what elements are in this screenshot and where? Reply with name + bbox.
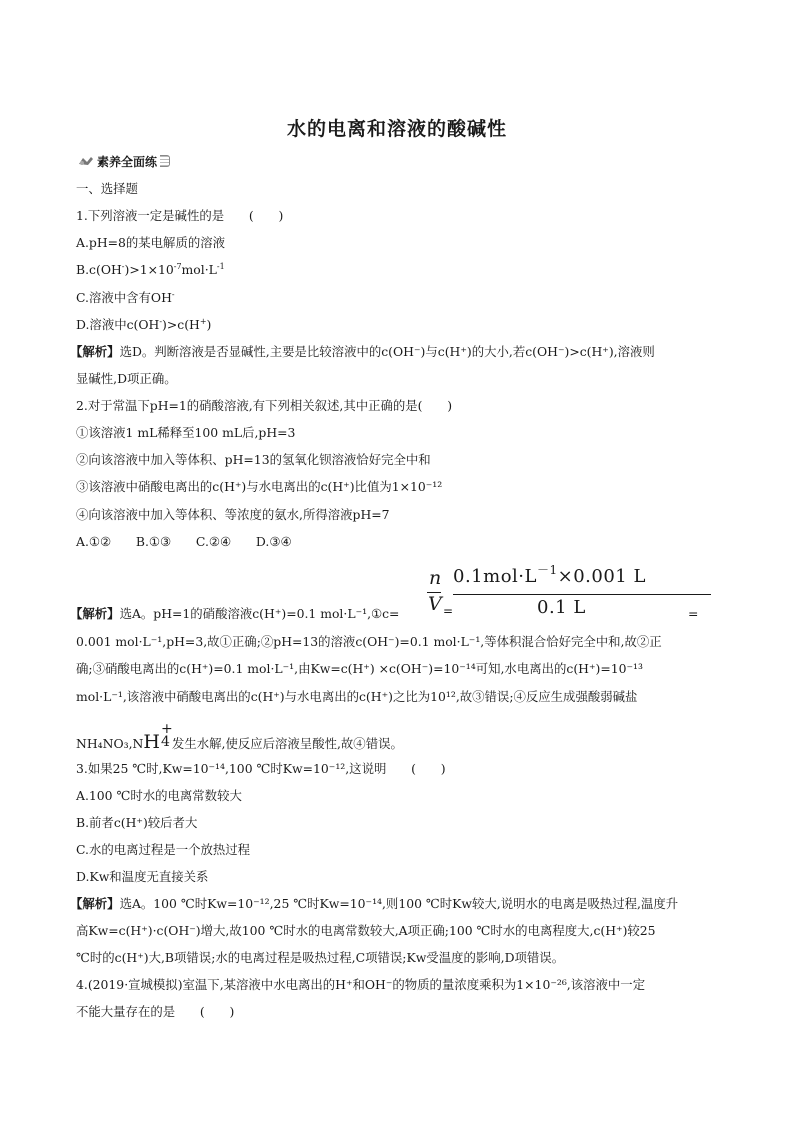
q3-analysis-line-1: 【解析】选A。100 ℃时Kw=10⁻¹²,25 ℃时Kw=10⁻¹⁴,则100 ℃时Kw较大,说明水的电离是吸热过程,温度升 xyxy=(70,896,679,911)
q2-analysis-line-2: 0.001 mol·L⁻¹,pH=3,故①正确;②pH=13的溶液c(OH⁻)=0.1 mol·L⁻¹,等体积混合恰好完全中和,故②正 xyxy=(76,634,662,649)
formula-equals: = xyxy=(443,604,454,618)
concentration-formula xyxy=(425,562,715,622)
q4-stem-line-1: 4.(2019·宣城模拟)室温下,某溶液中水电离出的H⁺和OH⁻的物质的量浓度乘积为1×10⁻²⁶,该溶液中一定 xyxy=(76,977,646,992)
q2-options: A.①② B.①③ C.②④ D.③④ xyxy=(76,534,292,549)
q2-stem: 2.对于常温下pH=1的硝酸溶液,有下列相关叙述,其中正确的是( ) xyxy=(76,398,453,413)
q2-analysis-line-1-end: = xyxy=(688,606,699,621)
q3-analysis-line-2: 高Kw=c(H⁺)·c(OH⁻)增大,故100 ℃时水的电离常数较大,A项正确;100 ℃时水的电离程度大,c(H⁺)较25 xyxy=(76,923,656,938)
ammonium-charge: + 4 xyxy=(160,721,173,750)
section-heading: 一、选择题 xyxy=(76,181,138,196)
q2-statement-3: ③该溶液中硝酸电离出的c(H⁺)与水电离出的c(H⁺)比值为1×10⁻¹² xyxy=(76,479,443,494)
q1-analysis-line-2: 显碱性,D项正确。 xyxy=(76,371,177,386)
q1-option-a: A.pH=8的某电解质的溶液 xyxy=(76,235,226,250)
q3-analysis-line-3: ℃时的c(H⁺)大,B项错误;水的电离过程是吸热过程,C项错误;Kw受温度的影响,D项错误。 xyxy=(76,950,565,965)
formula-v: V xyxy=(428,593,442,615)
formula-numerator: $0.1mol\cdot L^{-1}\times 0.001$ L xyxy=(453,563,646,587)
q3-option-b: B.前者c(H⁺)较后者大 xyxy=(76,815,198,830)
q3-option-c: C.水的电离过程是一个放热过程 xyxy=(76,842,251,857)
q2-analysis-line-1: 【解析】选A。pH=1的硝酸溶液c(H⁺)=0.1 mol·L⁻¹,①c= xyxy=(70,606,400,621)
page-title: 水的电离和溶液的酸碱性 xyxy=(286,118,507,140)
q2-analysis-line-4: mol·L⁻¹,该溶液中硝酸电离出的c(H⁺)与水电离出的c(H⁺)之比为10¹²,故③错误;④反应生成强酸弱碱盐 xyxy=(76,689,638,704)
q3-option-a: A.100 ℃时水的电离常数较大 xyxy=(76,788,242,803)
q1-analysis-line-1: 【解析】选D。判断溶液是否显碱性,主要是比较溶液中的c(OH⁻)与c(H⁺)的大小,若c(OH⁻)>c(H⁺),溶液则 xyxy=(70,344,655,359)
q2-statement-1: ①该溶液1 mL稀释至100 mL后,pH=3 xyxy=(76,425,296,440)
pencil-book-icon xyxy=(78,156,94,166)
formula-denominator: 0.1 L xyxy=(537,597,586,618)
ammonium-h: H xyxy=(143,731,160,753)
analysis-tag: 【解析】 xyxy=(70,344,120,359)
q1-option-d: D.溶液中c(OH-)>c(H+) xyxy=(76,317,212,332)
q2-statement-4: ④向该溶液中加入等体积、等浓度的氨水,所得溶液pH=7 xyxy=(76,507,390,522)
q2-statement-2: ②向该溶液中加入等体积、pH=13的氢氧化钡溶液恰好完全中和 xyxy=(76,452,431,467)
formula-bar-large xyxy=(453,594,711,595)
badge-decoration-icon xyxy=(160,155,170,167)
q4-stem-line-2: 不能大量存在的是 ( ) xyxy=(76,1004,235,1019)
badge-label: 素养全面练 xyxy=(97,154,158,169)
q3-stem: 3.如果25 ℃时,Kw=10⁻¹⁴,100 ℃时Kw=10⁻¹²,这说明 ( ) xyxy=(76,761,446,776)
q1-stem: 1.下列溶液一定是碱性的是 ( ) xyxy=(76,208,284,223)
q2-analysis-line-3: 确;③硝酸电离出的c(H⁺)=0.1 mol·L⁻¹,由Kw=c(H⁺) ×c(OH⁻)=10⁻¹⁴可知,水电离出的c(H⁺)=10⁻¹³ xyxy=(76,661,643,676)
analysis-tag: 【解析】 xyxy=(70,896,120,911)
section-badge xyxy=(78,153,170,169)
q1-option-b: $B.c(OH^-)>1\times 10^{-7}mol\cdot L^{-1}$ xyxy=(76,262,225,277)
q3-option-d: D.Kw和温度无直接关系 xyxy=(76,869,209,884)
q2-analysis-line-5: NH₄NO₃,NH + 4 发生水解,使反应后溶液呈酸性,故④错误。 xyxy=(76,721,403,753)
q1-option-c: C.溶液中含有OH- xyxy=(76,290,175,305)
formula-n: n xyxy=(429,567,442,589)
analysis-tag: 【解析】 xyxy=(70,606,120,621)
